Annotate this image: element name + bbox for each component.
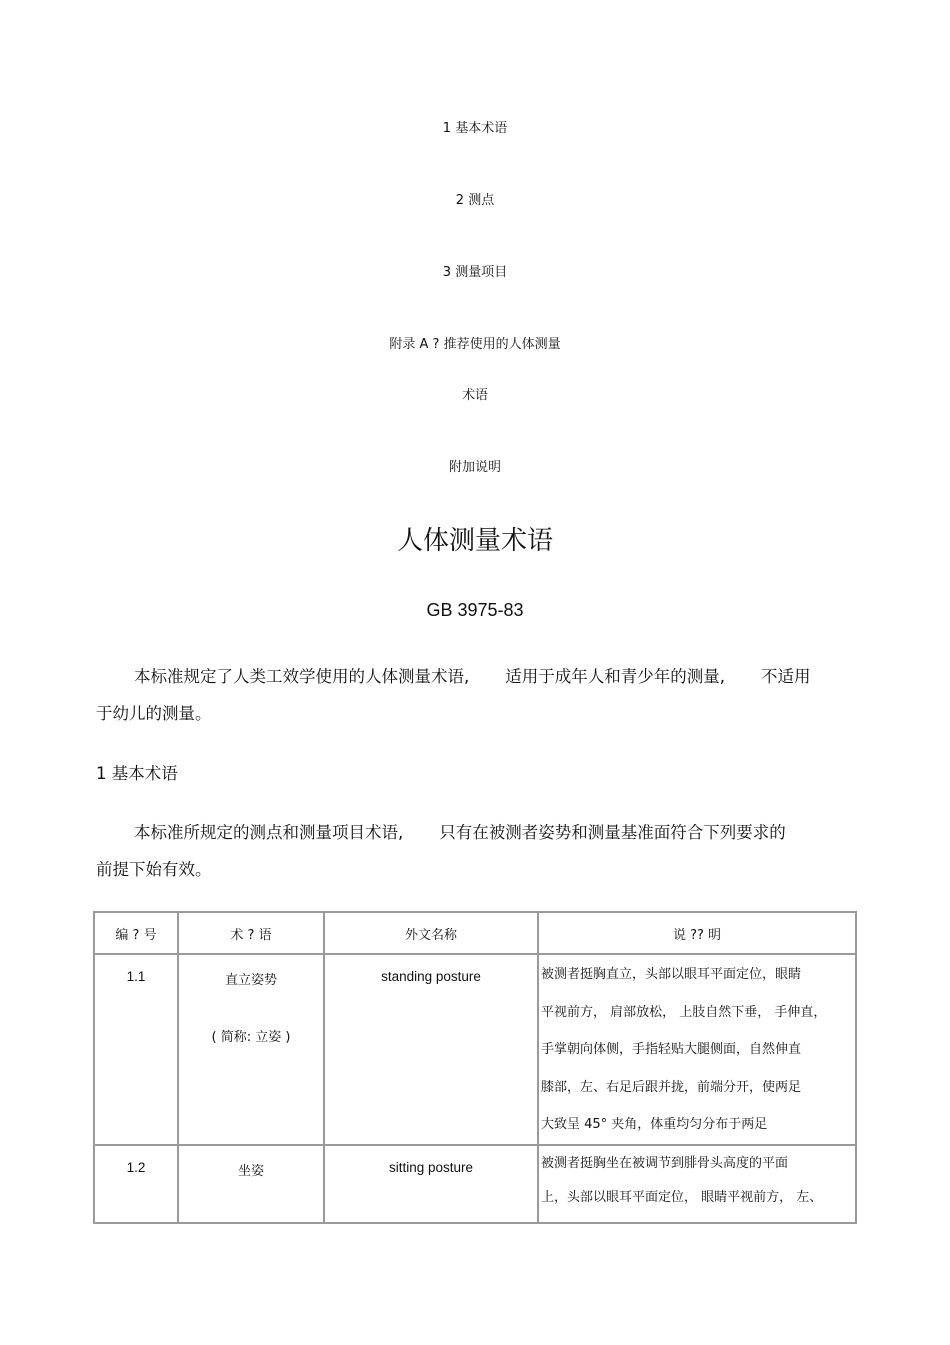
row-term [178, 1145, 324, 1223]
desc-line: 膝部，左、右足后跟并拢，前端分开，使两足 [541, 1079, 802, 1095]
row-term [178, 954, 324, 1145]
header-foreign-name: 外文名称 [324, 912, 538, 954]
row-id: 1.2 [94, 1145, 178, 1223]
document-title: 人体测量术语 [396, 526, 553, 556]
desc-line: 被测者挺胸坐在被调节到腓骨头高度的平面 [541, 1155, 789, 1171]
row-foreign-name: standing posture [324, 954, 538, 1145]
term-name: 直立姿势 [224, 973, 277, 988]
header-description: 说 ?? 明 [538, 912, 856, 954]
standard-code: GB 3975-83 [426, 600, 524, 620]
row-description [538, 1145, 856, 1223]
toc-item-measuring-points: 2 测点 [455, 193, 495, 208]
toc-item-appendix-a: 附录 A ? 推荐使用的人体测量 [389, 337, 561, 352]
intro-paragraph [96, 658, 856, 732]
section1-paragraph [96, 814, 856, 888]
terms-table [93, 911, 857, 1224]
desc-line: 上，头部以眼耳平面定位， 眼睛平视前方， 左、 [541, 1189, 823, 1205]
header-term: 术 ? 语 [178, 912, 324, 954]
section1-line2: 前提下始有效。 [96, 860, 212, 879]
toc-item-basic-terms: 1 基本术语 [442, 121, 508, 136]
desc-line: 被测者挺胸直立，头部以眼耳平面定位，眼睛 [541, 967, 802, 982]
row-id: 1.1 [94, 954, 178, 1145]
desc-line: 大致呈 45° 夹角，体重均匀分布于两足 [541, 1117, 768, 1132]
row-foreign-name: sitting posture [324, 1145, 538, 1223]
section1-part2: 只有在被测者姿势和测量基准面符合下列要求的 [439, 823, 786, 842]
desc-line: 平视前方， 肩部放松， 上肢自然下垂， 手伸直， [541, 1004, 827, 1020]
table-row [94, 954, 856, 1145]
header-number: 编 ? 号 [94, 912, 178, 954]
section-heading: 1 基本术语 [96, 764, 178, 783]
table-header-row [94, 912, 856, 954]
desc-line: 手掌朝向体侧，手指轻贴大腿侧面，自然伸直 [541, 1042, 802, 1057]
toc-item-appendix-a-terms: 术语 [461, 388, 488, 403]
term-note: ( 简称: 立姿 ) [211, 1030, 291, 1045]
intro-part2: 适用于成年人和青少年的测量, [505, 667, 725, 686]
intro-line2: 于幼儿的测量。 [96, 704, 212, 723]
term-name: 坐姿 [237, 1163, 264, 1179]
intro-part1: 本标准规定了人类工效学使用的人体测量术语, [134, 667, 470, 686]
toc-item-additional-notes: 附加说明 [448, 460, 501, 475]
intro-part3: 不适用 [761, 667, 811, 686]
toc-item-measurement-items: 3 测量项目 [442, 265, 508, 280]
table-row [94, 1145, 856, 1223]
section1-part1: 本标准所规定的测点和测量项目术语, [134, 823, 404, 842]
row-description [538, 954, 856, 1145]
